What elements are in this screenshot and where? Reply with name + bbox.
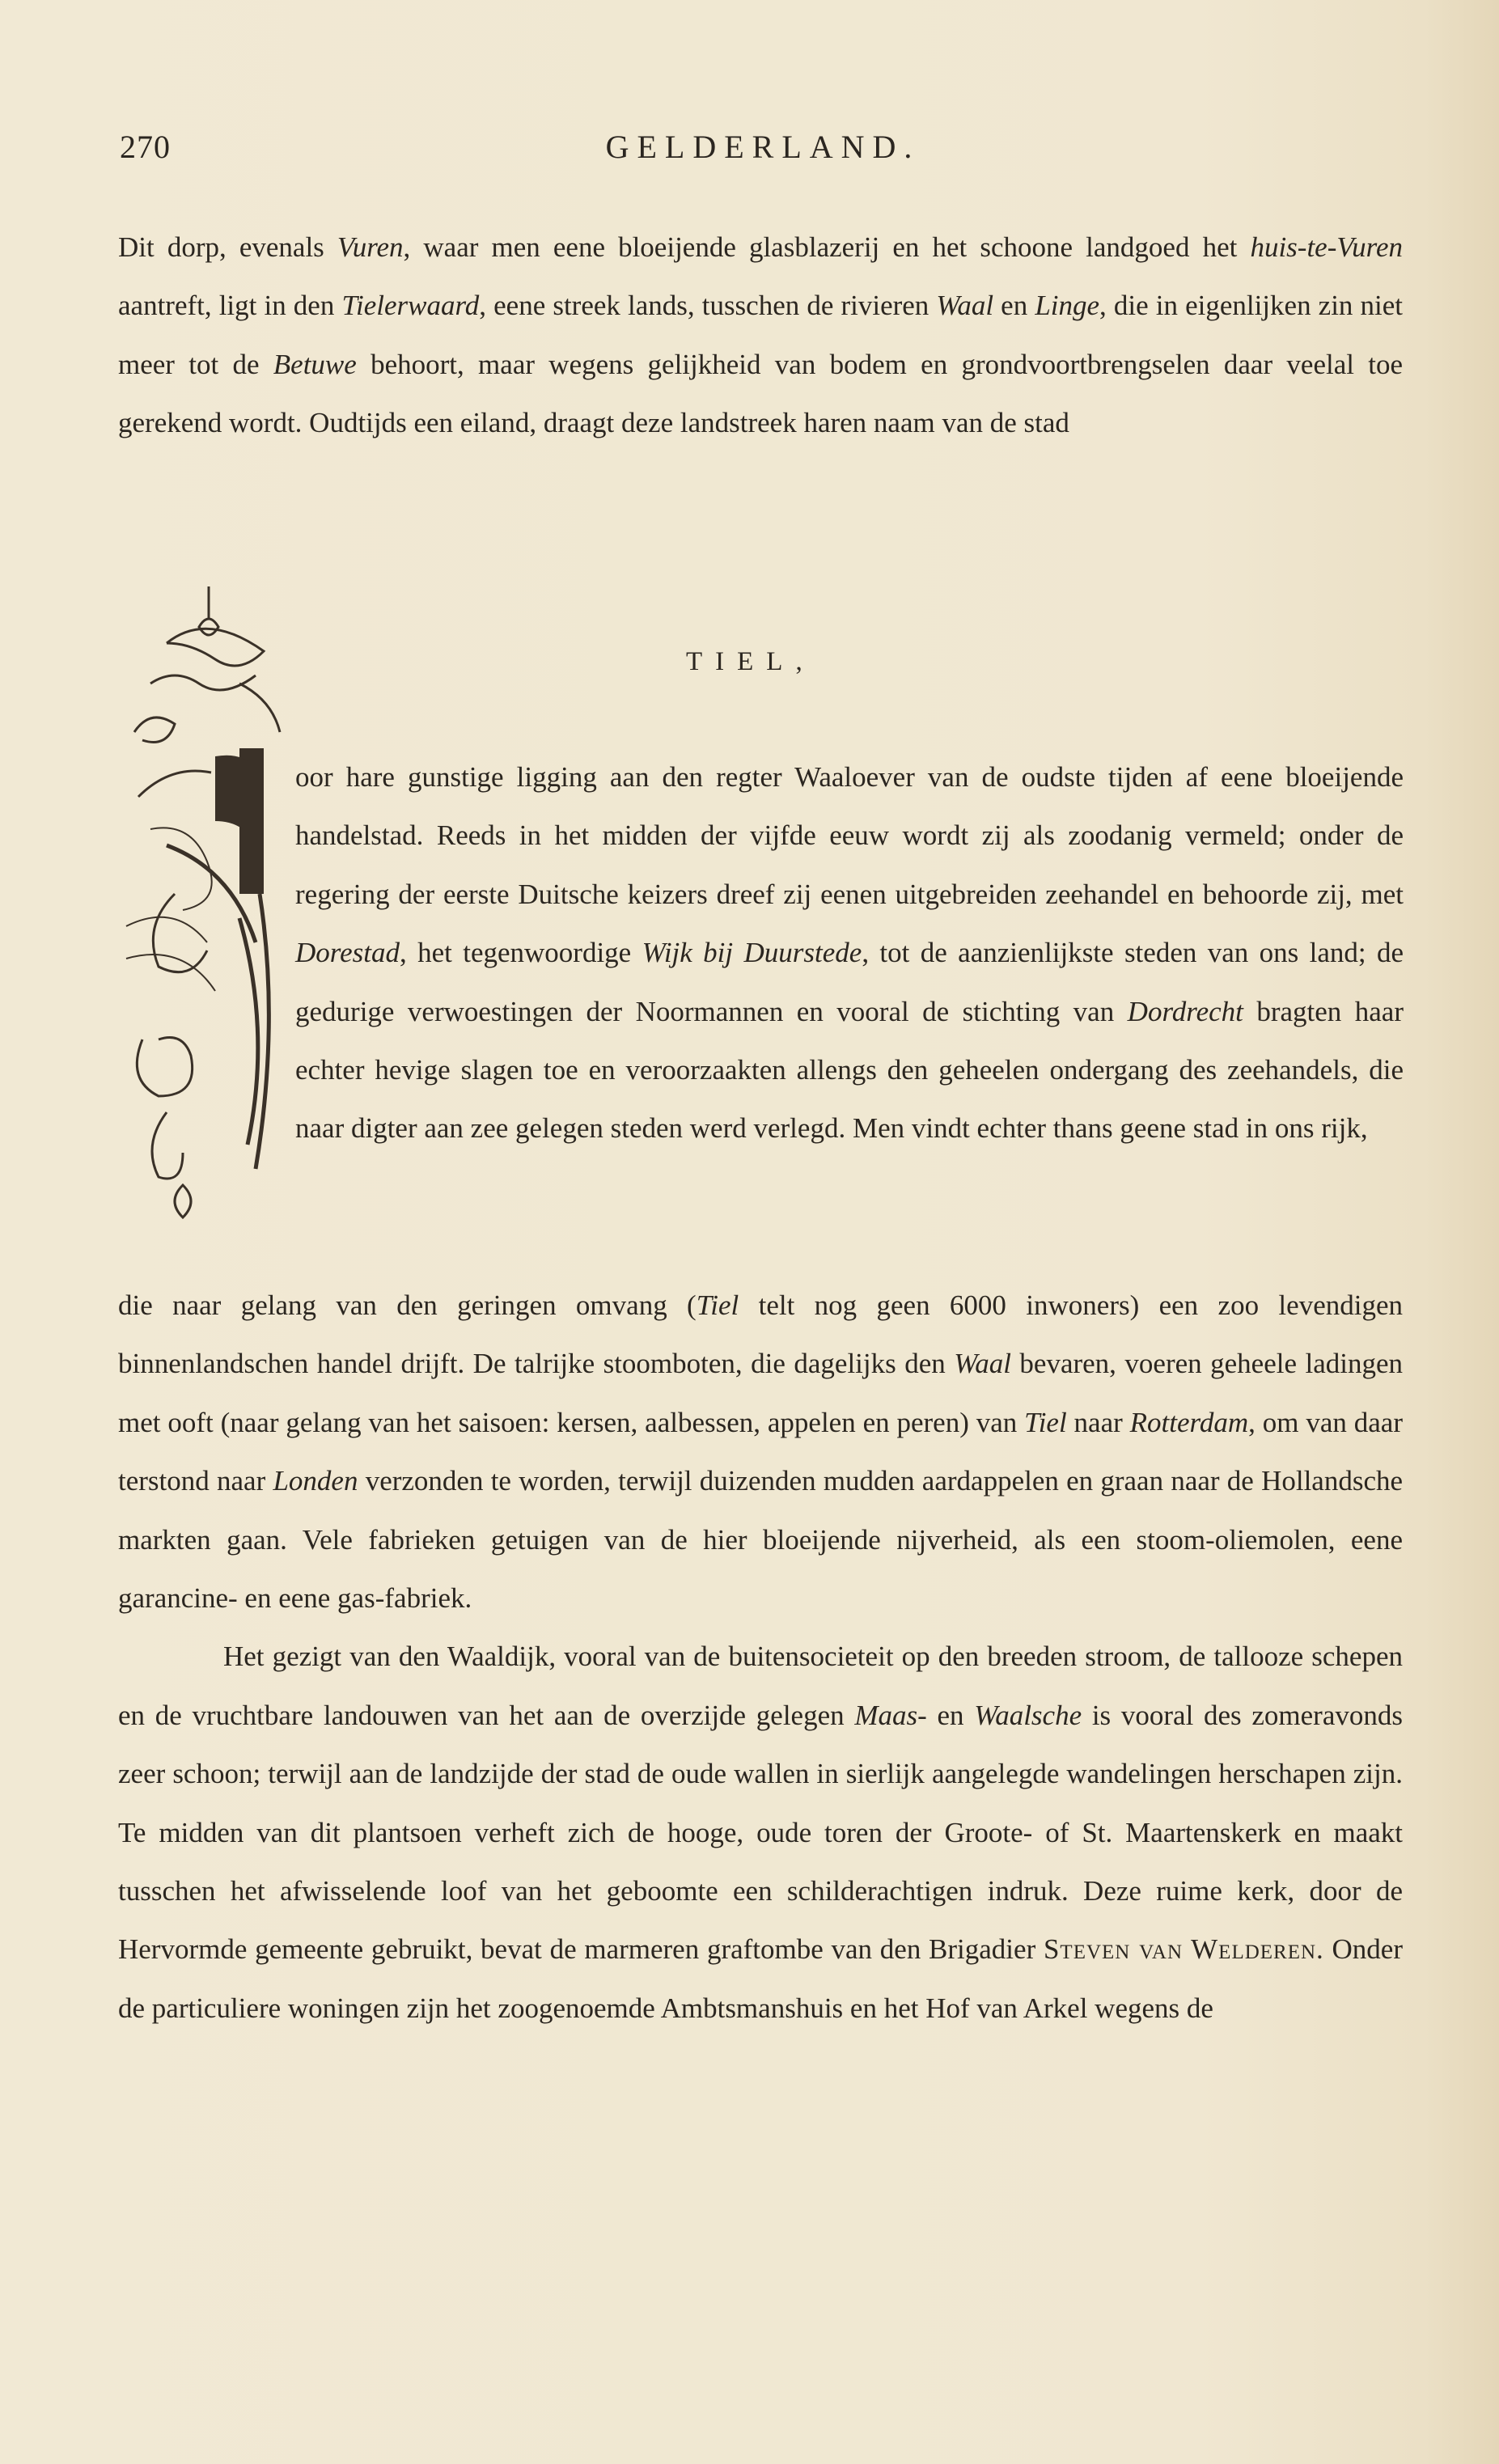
initial-text xyxy=(295,748,1404,1158)
place-name: Tiel xyxy=(696,1289,739,1321)
text-run: , eene streek lands, tusschen de rivieren xyxy=(479,290,937,322)
text-run: , tot de aanzienlijkste steden van ons land; de gedurige verwoestingen der Noormannen en vooral de stichting van xyxy=(295,937,1404,1027)
place-name: Dorestad xyxy=(295,937,400,969)
text-run: en xyxy=(993,290,1035,322)
text-run: Onder de particuliere woningen zijn het zoogenoemde Ambtsmanshuis en het Hof van Arkel wegens de xyxy=(118,1933,1403,2024)
text-run: Dit dorp, evenals xyxy=(118,231,337,263)
decorated-initial-d-icon xyxy=(118,586,300,1258)
text-run: , waar men eene bloeijende glasblazerij en het schoone landgoed het xyxy=(403,231,1251,263)
place-name: Waal xyxy=(954,1348,1011,1380)
text-run: oor hare gunstige ligging aan den regter Waaloever van de oudste tijden af eene bloeijende handelstad. Reeds in het midden der vijfde eeuw wordt zij als zoodanig vermeld; onder de regering der eerste Duitsche keizers dreef zij eenen uitgebreiden zeehandel en behoorde zij, met xyxy=(295,761,1404,910)
paragraph-2 xyxy=(118,1628,1403,2038)
intro-paragraph xyxy=(118,218,1403,453)
text-run: , het tegenwoordige xyxy=(399,937,642,969)
text-run: telt nog geen 6000 inwoners) een zoo levendigen binnenlandschen handel drijft. De talrijke stoomboten, die dagelijks den xyxy=(118,1289,1403,1380)
page-header xyxy=(120,128,1406,176)
intro-text xyxy=(118,218,1403,453)
place-name: Rotterdam xyxy=(1129,1406,1249,1438)
text-run: bevaren, voeren geheele ladingen met ooft (naar gelang van het saisoen: kersen, aalbessen, appelen en peren) van xyxy=(118,1348,1403,1438)
text-run: die naar gelang van den geringen omvang ( xyxy=(118,1289,697,1321)
text-run: en xyxy=(926,1699,975,1731)
text-run: behoort, maar wegens gelijkheid van bodem en grondvoortbrengselen daar veelal toe gerekend wordt. Oudtijds een eiland, draagt deze landstreek haren naam van de stad xyxy=(118,348,1404,439)
place-name: Betuwe xyxy=(273,348,357,380)
place-name: Waal xyxy=(936,290,994,322)
text-run: , om van daar terstond naar xyxy=(118,1406,1403,1497)
text-run: , die in eigenlijken zin niet meer tot de xyxy=(118,290,1403,380)
text-run: verzonden te worden, terwijl duizenden mudden aardappelen en graan naar de Hollandsche markten gaan. Vele fabrieken getuigen van de hier bloeijende nijverheid, als een stoom-oliemolen, eene garancine- en eene gas-fabriek. xyxy=(118,1465,1404,1615)
running-title: GELDERLAND. xyxy=(605,129,921,165)
section-heading: TIEL, xyxy=(686,647,815,676)
place-name: Maas- xyxy=(854,1699,927,1731)
place-name: huis-te-Vuren xyxy=(1250,231,1403,263)
place-name: Tiel xyxy=(1024,1406,1067,1438)
place-name: Vuren xyxy=(337,231,404,263)
place-name: Linge xyxy=(1035,290,1100,322)
person-name: Steven van Welderen. xyxy=(1043,1933,1324,1966)
place-name: Waalsche xyxy=(974,1699,1082,1731)
text-run: bragten haar echter hevige slagen toe en veroorzaakten allengs den geheelen ondergang des zeehandels, die naar digter aan zee gelegen steden werd verlegd. Men vindt echter thans geene stad in ons rijk, xyxy=(295,995,1404,1145)
place-name: Dordrecht xyxy=(1127,995,1243,1027)
page-number: 270 xyxy=(120,129,171,165)
place-name: Wijk bij Duurstede xyxy=(642,937,862,969)
paragraph-1 xyxy=(118,1276,1403,1628)
text-run: Het gezigt van den Waaldijk, vooral van de buitensocieteit op den breeden stroom, de tallooze schepen en de vruchtbare landouwen van het aan de overzijde gelegen xyxy=(118,1641,1403,1731)
text-run: is vooral des zomeravonds zeer schoon; terwijl aan de landzijde der stad de oude wallen in sierlijk aangelegde wandelingen herschapen zijn. Te midden van dit plantsoen verheft zich de hooge, oude toren der Groote- of St. Maartenskerk en maakt tusschen het afwisselende loof van het geboomte een schilderachtigen indruk. Deze ruime kerk, door de Hervormde gemeente gebruikt, bevat de marmeren graftombe van den Brigadier xyxy=(118,1699,1403,1966)
place-name: Londen xyxy=(273,1465,358,1497)
place-name: Tielerwaard xyxy=(341,290,480,322)
initial-paragraph xyxy=(295,748,1404,1158)
text-run: naar xyxy=(1066,1406,1130,1438)
body-text xyxy=(118,1276,1403,2038)
text-run: aantreft, ligt in den xyxy=(118,290,342,322)
